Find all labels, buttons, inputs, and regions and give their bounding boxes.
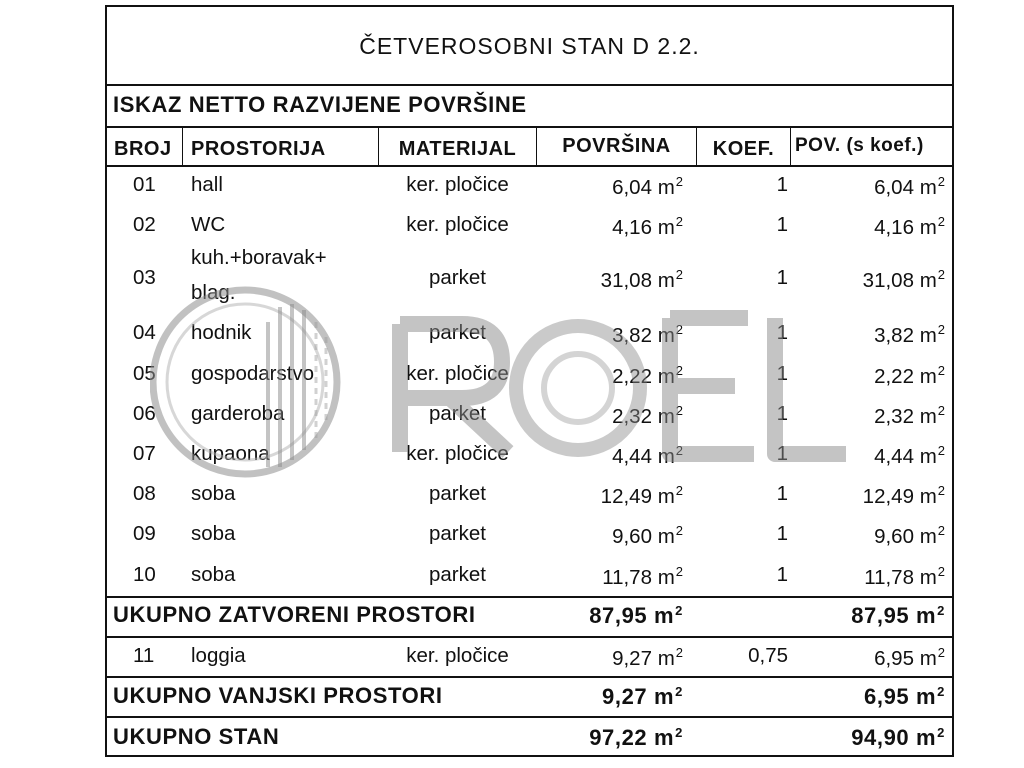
divider [107,596,952,598]
column-header-broj: BROJ [114,138,172,160]
row-koef: 1 [776,482,788,505]
loggia-pov-koef: 6,95 $m^2$ [874,645,945,670]
row-povrsina: 11,78 $m^2$ [602,564,683,589]
column-header-koef: KOEF. [712,138,775,160]
loggia-povrsina: 9,27 $m^2$ [612,645,683,670]
row-pov-koef: 11,78 $m^2$ [864,564,945,589]
row-broj: 01 [133,173,156,196]
column-header-povrsina: POVRŠINA [562,135,671,157]
total-flat-label: UKUPNO STAN [113,724,280,749]
column-divider [182,126,183,165]
row-pov-koef: 3,82 $m^2$ [874,322,945,347]
loggia-prostorija: loggia [191,644,246,667]
column-header-materijal: MATERIJAL [398,138,517,160]
row-koef: 1 [776,522,788,545]
row-broj: 09 [133,522,156,545]
row-povrsina: 4,44 $m^2$ [612,443,683,468]
row-koef: 1 [776,321,788,344]
column-header-prostorija: PROSTORIJA [191,138,326,160]
row-prostorija: soba [191,563,236,586]
row-prostorija: hodnik [191,321,252,344]
row-koef: 1 [776,402,788,425]
row-materijal: ker. pločice [406,362,509,385]
row-povrsina: 9,60 $m^2$ [612,523,683,548]
row-povrsina: 3,82 $m^2$ [612,322,683,347]
row-prostorija: soba [191,482,236,505]
row-pov-koef: 31,08 $m^2$ [862,267,945,292]
row-prostorija-line2: blag. [191,281,236,304]
total-flat-area-coef: 94,90 $m^2$ [851,725,945,750]
column-header-pov-koef: POV. (s koef.) [795,135,924,156]
row-broj: 08 [133,482,156,505]
row-prostorija: soba [191,522,236,545]
row-prostorija: garderoba [191,402,285,425]
row-materijal: parket [429,563,486,586]
row-broj: 07 [133,442,156,465]
row-povrsina: 2,22 $m^2$ [612,363,683,388]
row-koef: 1 [776,173,788,196]
loggia-koef: 0,75 [748,644,788,667]
row-povrsina: 31,08 $m^2$ [600,267,683,292]
row-pov-koef: 6,04 $m^2$ [874,174,945,199]
row-pov-koef: 4,44 $m^2$ [874,443,945,468]
row-povrsina: 2,32 $m^2$ [612,403,683,428]
total-closed-label: UKUPNO ZATVORENI PROSTORI [113,602,476,627]
row-koef: 1 [776,266,788,289]
row-materijal: ker. pločice [406,442,509,465]
divider [107,165,952,167]
total-outdoor-label: UKUPNO VANJSKI PROSTORI [113,683,443,708]
row-pov-koef: 4,16 $m^2$ [874,214,945,239]
row-prostorija: hall [191,173,223,196]
row-prostorija: kuh.+boravak+ [191,246,327,269]
divider [107,84,952,86]
divider [107,676,952,678]
row-prostorija: WC [191,213,226,236]
row-broj: 02 [133,213,156,236]
row-koef: 1 [776,362,788,385]
row-broj: 04 [133,321,156,344]
row-prostorija: gospodarstvo [191,362,315,385]
row-materijal: parket [429,266,486,289]
row-broj: 05 [133,362,156,385]
row-koef: 1 [776,563,788,586]
area-table-sheet [105,5,954,757]
document-title: ČETVEROSOBNI STAN D 2.2. [359,33,700,59]
loggia-broj: 11 [133,644,155,667]
total-outdoor-area-coef: 6,95 $m^2$ [864,684,945,709]
row-pov-koef: 2,32 $m^2$ [874,403,945,428]
loggia-materijal: ker. pločice [406,644,509,667]
row-broj: 10 [133,563,156,586]
section-heading: ISKAZ NETTO RAZVIJENE POVRŠINE [113,92,527,117]
row-povrsina: 6,04 $m^2$ [612,174,683,199]
divider [107,716,952,718]
row-materijal: parket [429,402,486,425]
row-materijal: ker. pločice [406,173,509,196]
row-materijal: ker. pločice [406,213,509,236]
row-koef: 1 [776,442,788,465]
row-pov-koef: 9,60 $m^2$ [874,523,945,548]
row-povrsina: 4,16 $m^2$ [612,214,683,239]
row-pov-koef: 12,49 $m^2$ [862,483,945,508]
row-prostorija: kupaona [191,442,270,465]
column-divider [790,126,791,165]
row-materijal: parket [429,522,486,545]
divider [107,126,952,128]
row-broj: 03 [133,266,156,289]
row-koef: 1 [776,213,788,236]
row-pov-koef: 2,22 $m^2$ [874,363,945,388]
total-flat-area: 97,22 $m^2$ [589,725,683,750]
row-materijal: parket [429,321,486,344]
total-closed-area: 87,95 $m^2$ [589,603,683,628]
row-povrsina: 12,49 $m^2$ [600,483,683,508]
divider [107,636,952,638]
total-closed-area-coef: 87,95 $m^2$ [851,603,945,628]
row-materijal: parket [429,482,486,505]
total-outdoor-area: 9,27 $m^2$ [602,684,683,709]
row-broj: 06 [133,402,156,425]
